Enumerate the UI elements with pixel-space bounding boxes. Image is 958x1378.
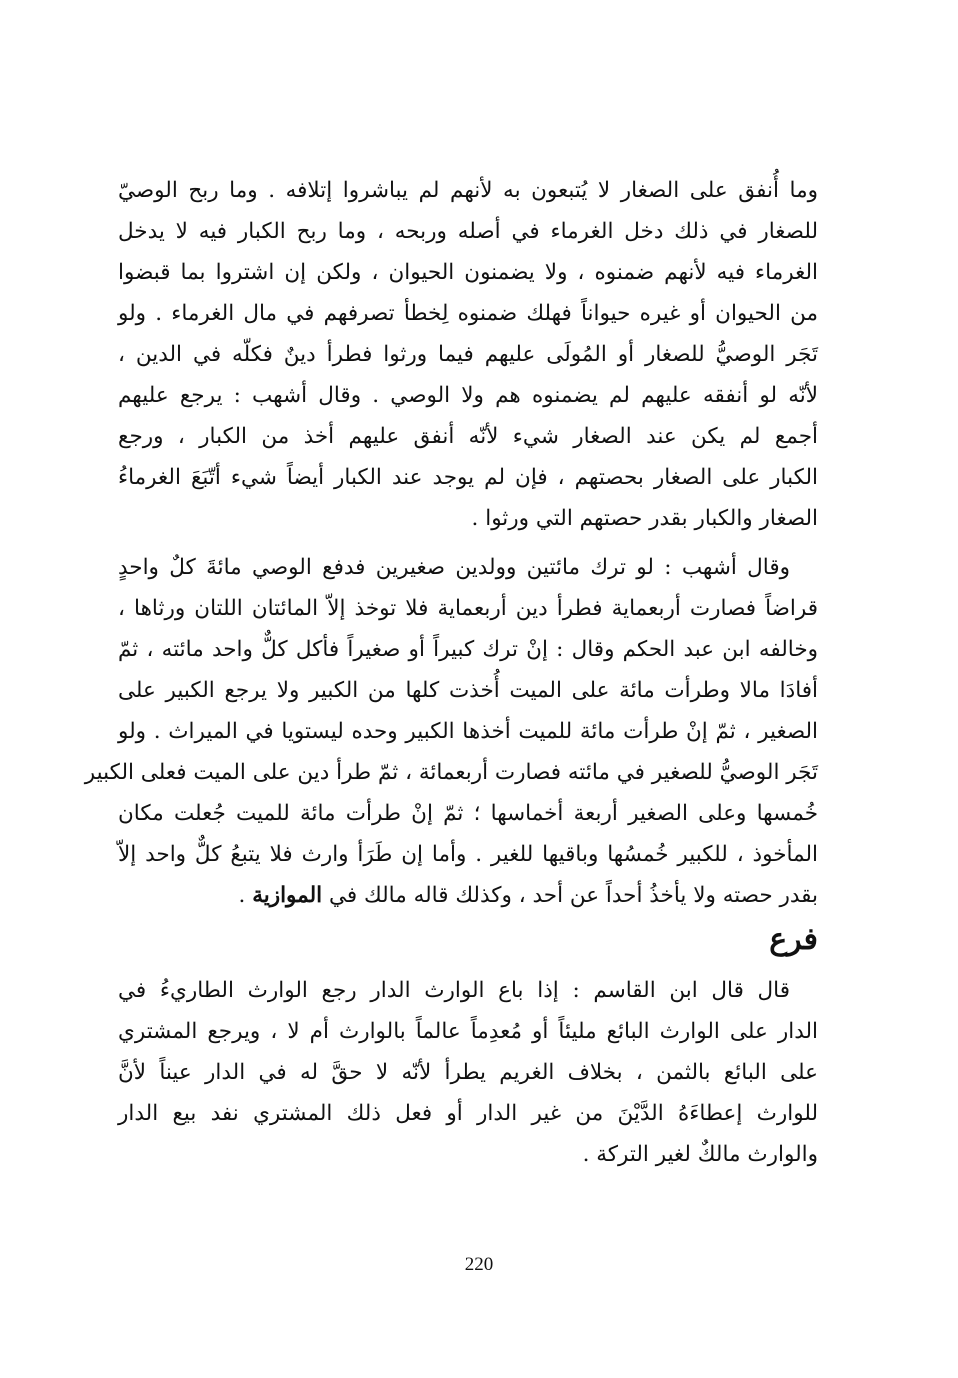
text-line: تَجَر الوصيُّ للصغار أو المُولَى عليهم فيما ورثوا فطرأ دينٌ فكلّه في الدين ، [118, 342, 818, 367]
line-text: بقدر حصته ولا يأخذُ أحداً عن أحد ، وكذلك قاله مالك في [328, 883, 818, 908]
text-line: على البائع بالثمن ، بخلاف الغريم يطرأ لأنّه لا حقَّ له في الدار عيناً لأنَّ [118, 1060, 818, 1085]
source-title: الموازية [252, 883, 323, 908]
paragraph-3 [118, 970, 818, 1175]
text-line: قراضاً فصارت أربعماية فطرأ دين أربعماية فلا توخذ إلاّ المائتان اللتان ورثاها ، [118, 596, 818, 621]
text-line: للصغار في ذلك دخل الغرماء في أصله وربحه ، وما ربح الكبار فيه لا يدخل [118, 219, 818, 244]
text-line: خُمسها وعلى الصغير أربعة أخماسها ؛ ثمّ إنْ طرأت مائة للميت جُعلت مكان [118, 801, 818, 826]
text-line: الصغير ، ثمّ إنْ طرأت مائة للميت أخذها الكبير وحده ليستويا في الميراث . ولو [118, 719, 818, 744]
text-line: للوارث إعطاءَهُ الدَّيْنَ من غير الدار أو فعل ذلك المشتري نفد بيع الدار [118, 1101, 818, 1126]
text-line: وما أُنفق على الصغار لا يُتبعون به لأنهم لم يباشروا إتلافه . وما ربح الوصيّ [118, 178, 818, 203]
text-line: والوارث مالكٌ لغير التركة . [582, 1142, 818, 1167]
text-line: قال قال ابن القاسم : إذا باع الوارث الدار رجع الوارث الطاريءُ في [118, 978, 790, 1003]
text-line: الغرماء فيه لأنهم ضمنوه ، ولا يضمنون الحيوان ، ولكن إن اشتروا بما قبضوا [118, 260, 818, 285]
text-line: الصغار والكبار بقدر حصتهم التي ورثوا . [471, 506, 818, 531]
text-line: وخالفه ابن عبد الحكم وقال : إنْ ترك كبيراً أو صغيراً فأكل كلٌّ واحد مائته ، ثمّ [118, 637, 818, 662]
book-page [84, 170, 818, 1270]
text-line: لأنّه لو أنفقه عليهم لم يضمنوه هم ولا الوصي . وقال أشهب : يرجع عليهم [118, 383, 818, 408]
section-heading: فرع [769, 922, 818, 957]
text-line: أفادَا مالا وطرأت مائة على الميت أُخذت كلها من الكبير ولا يرجع الكبير على [118, 678, 818, 703]
text-line: تَجَر الوصيُّ للصغير في مائته فصارت أربعمائة ، ثمّ طرأ دين على الميت فعلى الكبير [84, 760, 818, 785]
paragraph-2 [84, 547, 818, 916]
text-line: من الحيوان أو غيره حيواناً فهلك ضمنوه لِخطأ تصرفهم في مال الغرماء . ولو [118, 301, 818, 326]
end-mark: . [238, 883, 246, 908]
text-line: الدار على الوارث البائع مليئاً أو مُعدِماً عالماً بالوارث أم لا ، ويرجع المشتري [118, 1019, 818, 1044]
text-line: وقال أشهب : لو ترك مائتين وولدين صغيرين فدفع الوصي مائةَ كلٌ واحدٍ [118, 555, 790, 580]
page-number: 220 [464, 1254, 494, 1275]
text-line: الكبار على الصغار بحصتهم ، فإن لم يوجد عند الكبار أيضاً شيء أتّبَعَ الغرماءُ [118, 465, 818, 490]
text-line: المأخوذ ، للكبير خُمسُها وباقيها للغير . وأما إن طَرَأ وارث فلا يتبعُ كلٌّ واحد إلاّ [118, 842, 818, 867]
text-line: أجمع لم يكن عند الصغار شيء لأنّه أنفق عليهم أخذ من الكبار ، ورجع [118, 424, 818, 449]
paragraph-1 [118, 170, 818, 539]
paragraph-gap [118, 539, 818, 547]
text-line [118, 875, 818, 916]
